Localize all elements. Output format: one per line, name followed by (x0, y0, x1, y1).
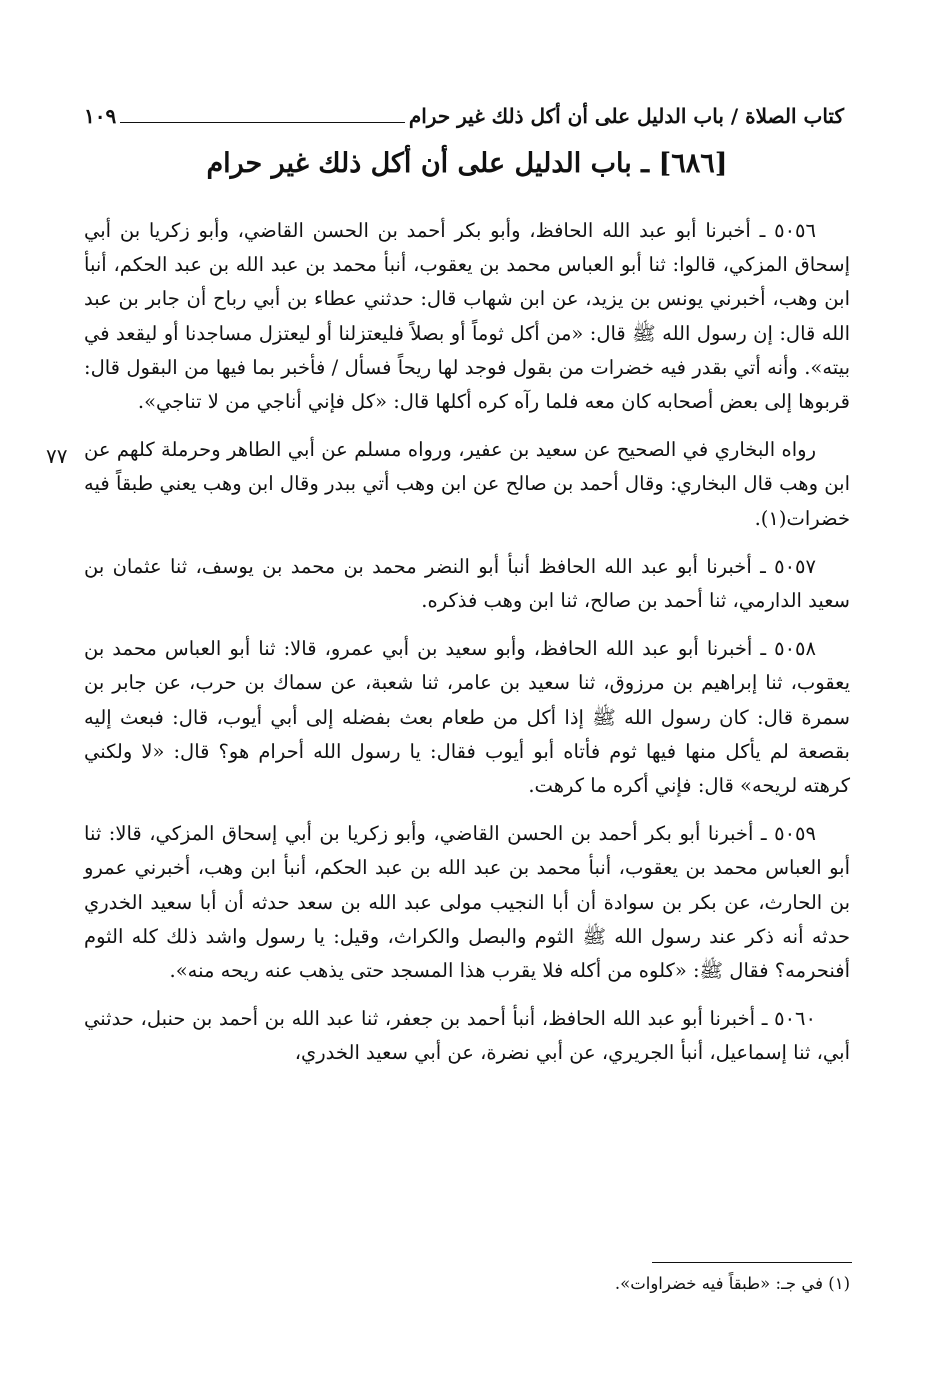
footnote-divider (652, 1262, 852, 1263)
paragraph-hadith-5057: ٥٠٥٧ ـ أخبرنا أبو عبد الله الحافظ أنبأ أبو النضر محمد بن محمد بن يوسف، ثنا عثمان بن سعيد الدارمي، ثنا أحمد بن صالح، ثنا ابن وهب فذكره. (84, 554, 850, 613)
page-number: ١٠٩ (84, 104, 117, 128)
running-header (84, 96, 844, 136)
paragraph-hadith-5059: ٥٠٥٩ ـ أخبرنا أبو بكر أحمد بن الحسن القاضي، وأبو زكريا بن أبي إسحاق المزكي، قالا: ثنا أبو العباس محمد بن يعقوب، أنبأ محمد بن عبد الله بن عبد الحكم، أنبأ ابن وهب، أخبرني عمرو بن الحارث، عن بكر بن سوادة أن أبا النجيب مولى عبد الله بن سعد حدثه أن أبا سعيد الخدري حدثه أنه ذكر عند رسول الله ﷺ الثوم والبصل والكراث، وقيل: يا رسول واشد ذلك كله الثوم أفنحرمه؟ فقال ﷺ: «كلوه من أكله فلا يقرب هذا المسجد حتى يذهب عنه ريحه منه». (84, 822, 850, 983)
running-header-title: كتاب الصلاة / باب الدليل على أن أكل ذلك غير حرام (408, 104, 844, 128)
margin-folio-number: ٧٧ (46, 444, 68, 468)
footnote: (١) في جـ: «طبقاً فيه خضراوات». (614, 1274, 850, 1293)
paragraph-hadith-5058: ٥٠٥٨ ـ أخبرنا أبو عبد الله الحافظ، وأبو سعيد بن أبي عمرو، قالا: ثنا أبو العباس محمد بن يعقوب، ثنا إبراهيم بن مرزوق، ثنا سعيد بن عامر، ثنا شعبة، عن سماك بن حرب، عن جابر بن سمرة قال: كان رسول الله ﷺ إذا أكل من طعام بعث بفضله إلى أبي أيوب، قال: فبعث إليه بقصعة لم يأكل منها فيها ثوم فأتاه أبو أيوب فقال: يا رسول الله أحرام هو؟ قال: «لا ولكني كرهته لريحه» قال: فإني أكره ما كرهت. (84, 637, 850, 798)
paragraph-commentary: رواه البخاري في الصحيح عن سعيد بن عفير، ورواه مسلم عن أبي الطاهر وحرملة كلهم عن ابن وهب قال البخاري: وقال أحمد بن صالح عن ابن وهب أتي ببدر وقال ابن وهب يعني طبقاً فيه خضرات(١). (84, 438, 850, 530)
main-text (84, 214, 850, 1085)
header-rule (120, 122, 405, 123)
paragraph-hadith-5056: ٥٠٥٦ ـ أخبرنا أبو عبد الله الحافظ، وأبو بكر أحمد بن الحسن القاضي، وأبو زكريا بن أبي إسحاق المزكي، قالوا: ثنا أبو العباس محمد بن يعقوب، أنبأ محمد بن عبد الله بن عبد الحكم، أنبأ ابن وهب، أخبرني يونس بن يزيد، عن ابن شهاب قال: حدثني عطاء بن أبي رباح أن جابر بن عبد الله قال: إن رسول الله ﷺ قال: «من أكل ثوماً أو بصلاً فليعتزلنا أو ليعتزل مساجدنا أو ليقعد في بيته». وأنه أتي بقدر فيه خضرات من بقول فوجد لها ريحاً فسأل / فأخبر بما فيها من البقول قال: قربوها إلى بعض أصحابه كان معه فلما رآه كره أكلها قال: «كل فإني أناجي من لا تناجي». (84, 219, 850, 414)
paragraph-hadith-5060: ٥٠٦٠ ـ أخبرنا أبو عبد الله الحافظ، أنبأ أحمد بن جعفر، ثنا عبد الله بن أحمد بن حنبل، حدثني أبي، ثنا إسماعيل، أنبأ الجريري، عن أبي نضرة، عن أبي سعيد الخدري، (84, 1007, 850, 1065)
chapter-title: [٦٨٦] ـ باب الدليل على أن أكل ذلك غير حرام (206, 148, 728, 179)
